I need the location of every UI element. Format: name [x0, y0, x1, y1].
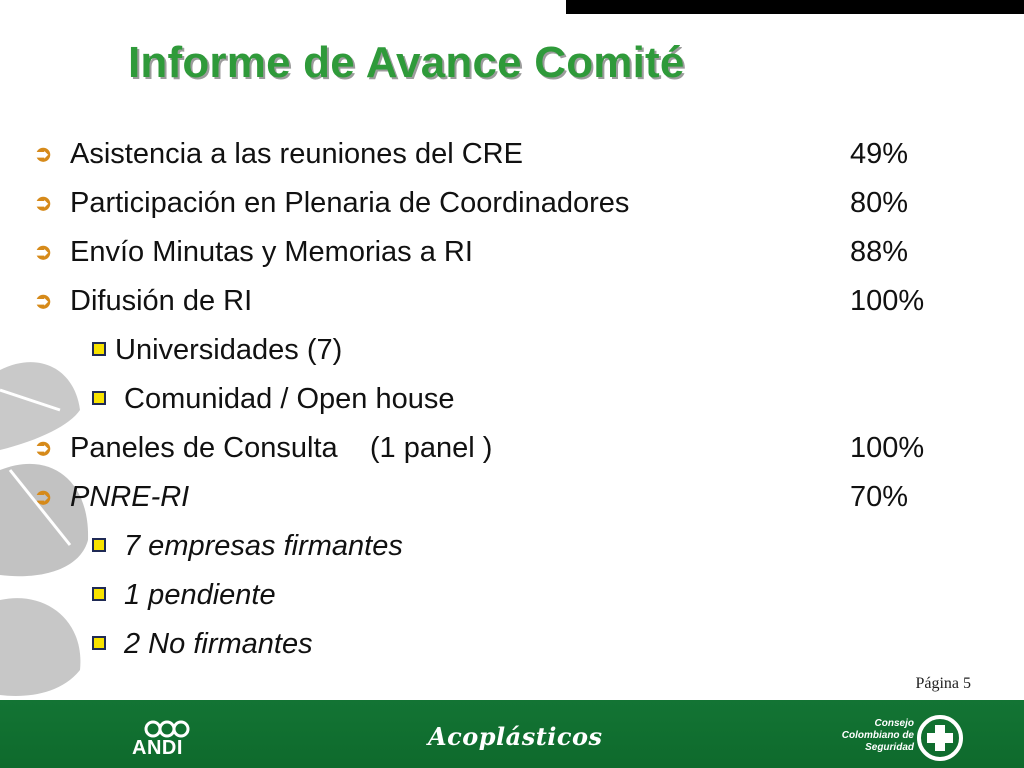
- item-label: PNRE-RI: [70, 481, 190, 513]
- sub-list-item: 7 empresas firmantes: [124, 530, 403, 562]
- list-item: [70, 134, 950, 174]
- item-label: Difusión de RI: [70, 285, 253, 317]
- slide-title: Informe de Avance Comité: [128, 38, 685, 87]
- square-bullet-icon: [92, 391, 106, 405]
- consejo-line-3: Seguridad: [865, 742, 914, 753]
- list-item: [70, 183, 950, 223]
- sub-list-item: 1 pendiente: [124, 579, 276, 611]
- item-percent: 88%: [850, 236, 909, 268]
- square-bullet-icon: [92, 636, 106, 650]
- item-label: Envío Minutas y Memorias a RI: [70, 236, 473, 268]
- item-percent: 100%: [850, 285, 925, 317]
- item-label: Asistencia a las reuniones del CRE: [70, 138, 523, 170]
- list-item: [70, 281, 950, 321]
- consejo-line-1: Consejo: [874, 718, 914, 729]
- item-percent: 80%: [850, 187, 909, 219]
- arrow-bullet-icon: ➲: [34, 484, 53, 509]
- sub-list-item: Comunidad / Open house: [124, 383, 455, 415]
- arrow-bullet-icon: ➲: [34, 288, 53, 313]
- acoplasticos-logo-text: Acoplásticos: [428, 722, 603, 751]
- square-bullet-icon: [92, 538, 106, 552]
- item-label: Paneles de Consulta (1 panel ): [70, 432, 493, 464]
- arrow-bullet-icon: ➲: [34, 239, 53, 264]
- square-bullet-icon: [92, 587, 106, 601]
- arrow-bullet-icon: ➲: [34, 435, 53, 460]
- andi-logo-text: ANDI: [132, 737, 183, 759]
- sub-list-item: 2 No firmantes: [124, 628, 313, 660]
- item-percent: 100%: [850, 432, 925, 464]
- item-label: Participación en Plenaria de Coordinadores: [70, 187, 630, 219]
- list-item: [70, 428, 950, 468]
- arrow-bullet-icon: ➲: [34, 141, 53, 166]
- consejo-line-2: Colombiano de: [841, 730, 914, 741]
- andi-logo-icon: [144, 720, 190, 738]
- arrow-bullet-icon: ➲: [34, 190, 53, 215]
- list-item: [70, 232, 950, 272]
- square-bullet-icon: [92, 342, 106, 356]
- item-percent: 70%: [850, 481, 909, 513]
- page-number: Página 5: [915, 675, 971, 692]
- consejo-logo-text: [822, 718, 914, 754]
- sub-list-item: Universidades (7): [115, 334, 343, 366]
- list-item: [70, 477, 950, 517]
- item-percent: 49%: [850, 138, 909, 170]
- safety-cross-icon: [916, 714, 964, 762]
